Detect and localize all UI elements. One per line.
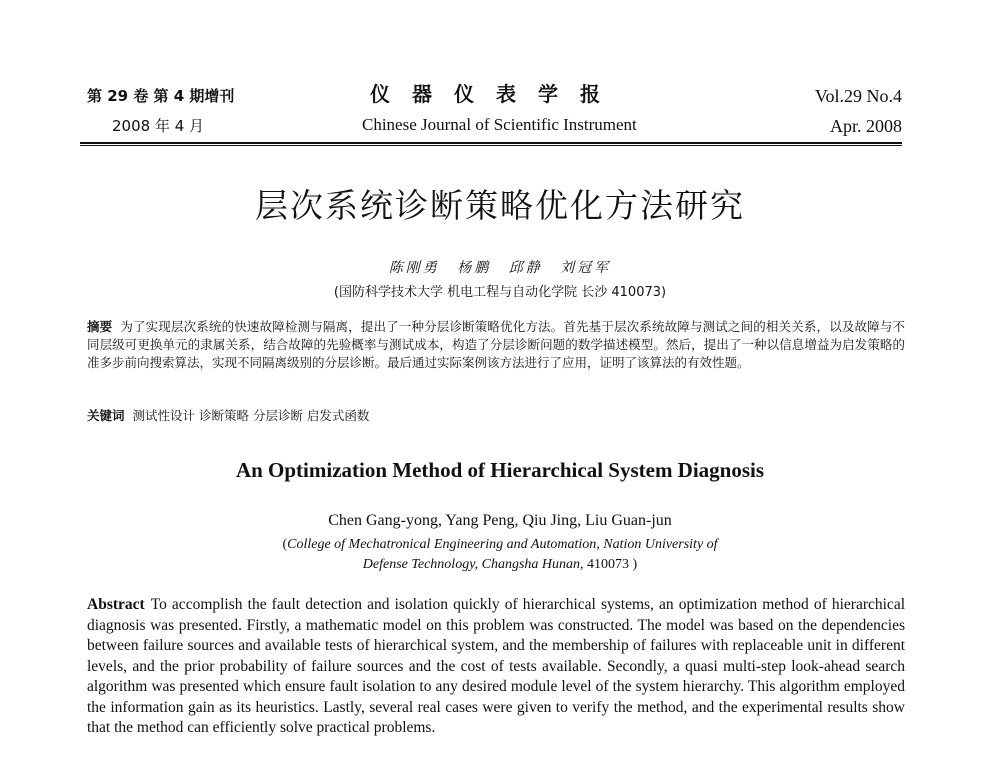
date-en: Apr. 2008 [830, 116, 902, 136]
volume-issue-cn: 第 29 卷 第 4 期增刊 [87, 87, 235, 105]
abstract-label-en: Abstract [87, 596, 145, 613]
affiliation-en [0, 535, 1000, 575]
volume-issue-en: Vol.29 No.4 [814, 86, 902, 106]
paper-title-en: An Optimization Method of Hierarchical System Diagnosis [235, 458, 765, 482]
affiliation-line1: College of Mechatronical Engineering and Automation, Nation University of [287, 537, 718, 552]
paper-title-cn: 层次系统诊断策略优化方法研究 [255, 186, 745, 225]
abstract-label-cn: 摘要 [87, 319, 113, 334]
affiliation-postcode: 410073 [587, 557, 630, 572]
keywords-text-cn: 测试性设计 诊断策略 分层诊断 启发式函数 [132, 408, 370, 423]
affiliation-paren-open: ( [282, 537, 288, 552]
abstract-text-cn: 为了实现层次系统的快速故障检测与隔离，提出了一种分层诊断策略优化方法。首先基于层次系统故障与测试之间的相关关系，以及故障与不同层级可更换单元的隶属关系，结合故障的先验概率与测试成本，构造了分层诊断问题的数学描述模型。然后，提出了一种以信息增益为启发策略的准多步前向搜索算法，实现不同隔离级别的分层诊断。最后通过实际案例该方法进行了应用，证明了该算法的有效性题。 [87, 319, 905, 370]
affiliation-paren-close: ) [632, 557, 638, 572]
affiliation-line2: Defense Technology, Changsha Hunan, [362, 557, 584, 572]
authors-cn: 陈刚勇 杨鹏 邱静 刘冠军 [388, 260, 612, 276]
authors-en: Chen Gang-yong, Yang Peng, Qiu Jing, Liu Guan-jun [328, 512, 672, 529]
keywords-cn [87, 406, 369, 424]
abstract-en [87, 595, 905, 739]
abstract-text-en: To accomplish the fault detection and isolation quickly of hierarchical systems, an optimization method of hierarchical diagnosis was presented. Firstly, a mathematic model on this problem was constructed. The model was based on the dependencies between failure sources and available tests of hierarchical system, and the membership of failures with replaceable unit in different levels, and the prior probability of failure sources and the cost of tests available. Secondly, a quasi multi-step look-ahead search algorithm was presented which ensure fault isolation to any desired module level of the system hierarchy. This algorithm employed the information gain as its heuristics. Lastly, several real cases were given to verify the method, and the experimental results show that the method can efficiently solve practical problems. [87, 596, 905, 736]
journal-title-en: Chinese Journal of Scientific Instrument [362, 115, 637, 134]
header-rule-thin [80, 145, 902, 146]
journal-title-cn: 仪器仪表学报 [370, 82, 622, 106]
header-rule-thick [80, 142, 902, 144]
abstract-cn [87, 318, 905, 372]
date-cn: 2008 年 4 月 [112, 117, 205, 135]
affiliation-cn: (国防科学技术大学 机电工程与自动化学院 长沙 410073) [333, 285, 667, 300]
keywords-label-cn: 关键词 [87, 408, 125, 423]
